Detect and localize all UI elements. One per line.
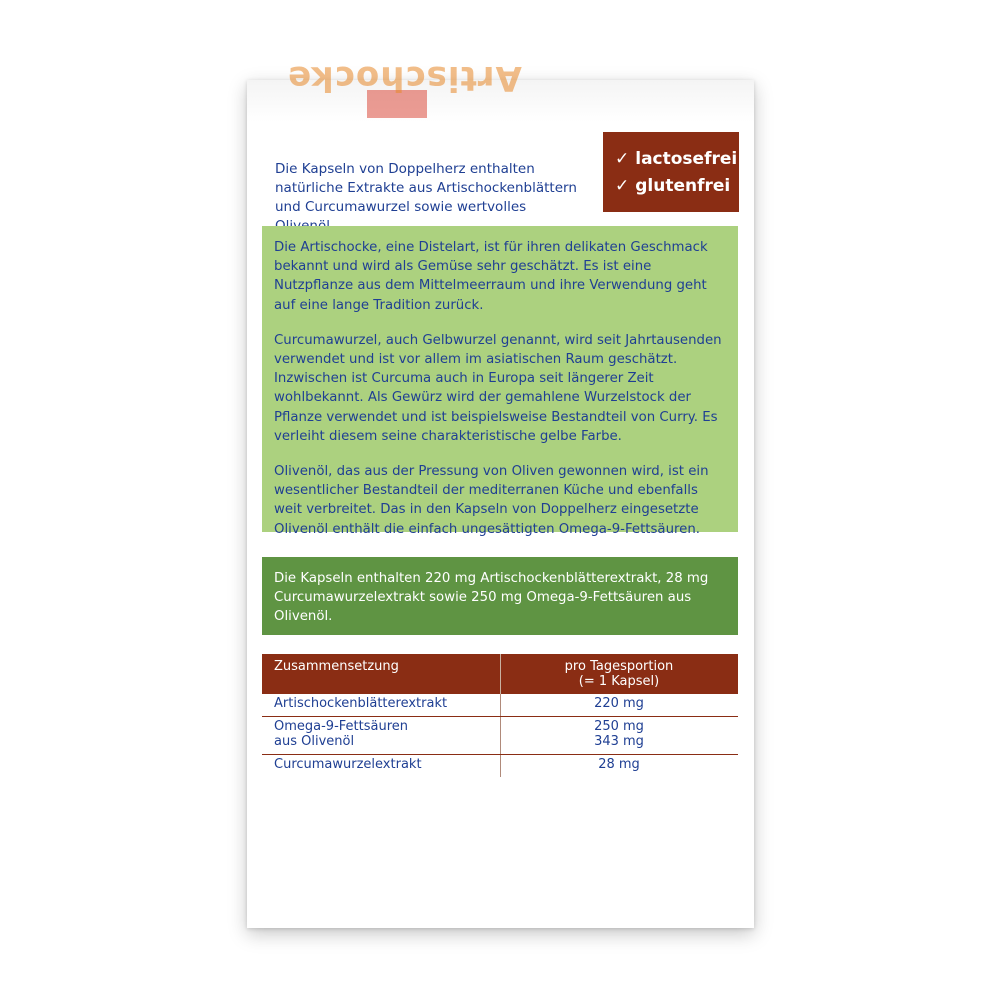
badge-item-glutenfrei: [615, 173, 729, 200]
badge-label: glutenfrei: [635, 176, 731, 196]
check-icon: ✓: [615, 149, 630, 169]
summary-panel: [262, 557, 738, 635]
row-ingredient: [274, 757, 422, 772]
header-zusammensetzung: Zusammensetzung: [274, 659, 399, 674]
composition-table: [262, 654, 738, 777]
flap-product-name-mirrored: Artischocke: [287, 58, 522, 98]
package-back-panel: [247, 58, 754, 928]
table-row: [262, 717, 738, 755]
row-amount: [500, 757, 738, 772]
row-amount: [500, 696, 738, 711]
row-ingredient-line1: Curcumawurzelextrakt: [274, 757, 422, 772]
row-ingredient-line2: aus Olivenöl: [274, 734, 355, 749]
row-ingredient-line1: Artischockenblätterextrakt: [274, 696, 448, 711]
badge-label: lactosefrei: [635, 149, 738, 169]
info-paragraph-curcuma: Curcumawurzel, auch Gelbwurzel genannt, wird seit Jahrtausenden verwendet und ist vor allem im asiatischen Raum geschätzt. Inzwischen ist Curcuma auch in Europa seit längerer Zeit wohlbekannt. Als Gewürz wird der gemahlene Wurzelstock der Pflanze verwendet und ist beispielsweise Bestandteil von Curry. Es verleiht diesem seine charakteristische gelbe Farbe.: [274, 332, 722, 444]
table-header: [262, 654, 738, 694]
badge-item-lactosefrei: [615, 146, 738, 173]
table-row: [262, 755, 738, 777]
row-ingredient: [274, 719, 408, 749]
info-panel: [262, 226, 738, 537]
row-amount-line1: 250 mg: [594, 719, 644, 734]
info-paragraph-artischocke: Die Artischocke, eine Distelart, ist für ihren delikaten Geschmack bekannt und wird als Gemüse sehr geschätzt. Es ist eine Nutzpflanze aus dem Mittelmeerraum und ihre Verwendung geht auf eine lange Tradition zurück.: [274, 240, 708, 313]
table-row: [262, 694, 738, 717]
row-amount-line1: 28 mg: [598, 757, 640, 772]
info-paragraph-olivenoel: Olivenöl, das aus der Pressung von Oliven gewonnen wird, ist ein wesentlicher Bestandteil der mediterranen Küche und ebenfalls weit verbreitet. Das in den Kapseln von Doppelherz eingesetzte Olivenöl enthält die einfach ungesättigten Omega-9-Fettsäuren.: [274, 464, 709, 537]
row-amount-line1: 220 mg: [594, 696, 644, 711]
header-tagesportion-line1: pro Tagesportion: [564, 659, 674, 674]
row-ingredient: [274, 696, 447, 711]
header-tagesportion-line2: (= 1 Kapsel): [578, 674, 660, 689]
intro-text: Die Kapseln von Doppelherz enthalten natürliche Extrakte aus Artischockenblättern und Curcumawurzel sowie wertvolles: [275, 161, 577, 215]
summary-text: Die Kapseln enthalten 220 mg Artischockenblätterextrakt, 28 mg Curcumawurzelextrakt sowie 250 mg Omega-9-Fettsäuren aus Olivenöl.: [274, 571, 709, 625]
header-tagesportion: [500, 659, 738, 689]
row-amount: [500, 719, 738, 749]
row-amount-line2: 343 mg: [594, 734, 644, 749]
check-icon: ✓: [615, 176, 630, 196]
row-ingredient-line1: Omega-9-Fettsäuren: [274, 719, 408, 734]
top-flap: [247, 58, 754, 122]
lactose-gluten-badge: [603, 132, 739, 212]
